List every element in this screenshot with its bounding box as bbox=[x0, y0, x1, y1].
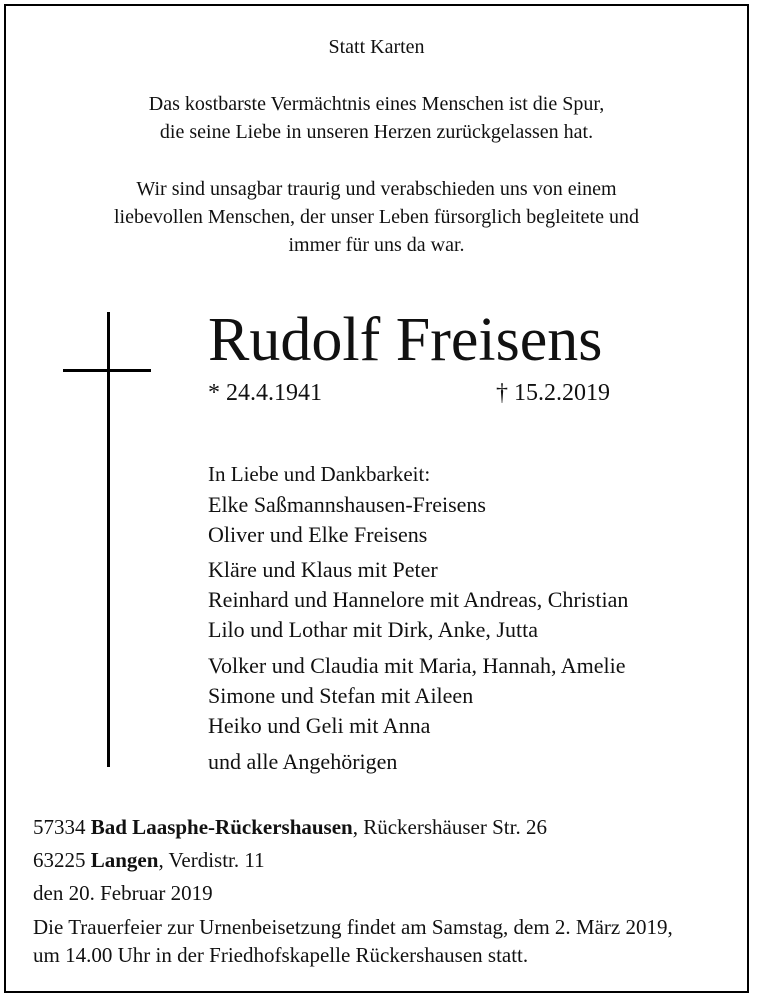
date-line: den 20. Februar 2019 bbox=[33, 881, 213, 905]
mourner-line: Reinhard und Hannelore mit Andreas, Christian bbox=[208, 587, 629, 612]
ceremony-line-2: um 14.00 Uhr in der Friedhofskapelle Rückershausen statt. bbox=[33, 943, 529, 967]
mourner-line: Heiko und Geli mit Anna bbox=[208, 713, 431, 738]
mourner-line: Kläre und Klaus mit Peter bbox=[208, 557, 438, 582]
address-line bbox=[33, 846, 265, 874]
quote-line-1: Das kostbarste Vermächtnis eines Menschen ist die Spur, bbox=[148, 93, 605, 115]
obituary-notice bbox=[4, 4, 749, 993]
mourner-line: Lilo und Lothar mit Dirk, Anke, Jutta bbox=[208, 617, 538, 642]
ceremony-line-1: Die Trauerfeier zur Urnenbeisetzung findet am Samstag, dem 2. März 2019, bbox=[33, 915, 673, 939]
statt-karten: Statt Karten bbox=[328, 36, 425, 58]
deceased-name: Rudolf Freisens bbox=[208, 306, 603, 374]
address-city: Langen bbox=[90, 848, 159, 872]
message-line-2: liebevollen Menschen, der unser Leben fürsorglich begleitete und bbox=[113, 206, 639, 228]
message-line-3: immer für uns da war. bbox=[288, 234, 465, 256]
cross-icon bbox=[107, 312, 110, 767]
mourner-line: Oliver und Elke Freisens bbox=[208, 522, 428, 547]
cross-icon-bar bbox=[63, 369, 151, 372]
message-line-1: Wir sind unsagbar traurig und verabschieden uns von einem bbox=[136, 178, 617, 200]
mourner-line: Elke Saßmannshausen-Freisens bbox=[208, 492, 486, 517]
mourners-intro: In Liebe und Dankbarkeit: bbox=[208, 462, 431, 486]
address-city: Bad Laasphe-Rückershausen bbox=[90, 815, 353, 839]
address-zip: 63225 bbox=[33, 848, 86, 872]
quote-line-2: die seine Liebe in unseren Herzen zurückgelassen hat. bbox=[159, 121, 594, 143]
death-date: † 15.2.2019 bbox=[496, 380, 610, 406]
mourner-line: und alle Angehörigen bbox=[208, 749, 398, 774]
address-zip: 57334 bbox=[33, 815, 86, 839]
address-line bbox=[33, 813, 547, 841]
birth-date: * 24.4.1941 bbox=[208, 380, 322, 406]
address-street: , Verdistr. 11 bbox=[158, 848, 265, 872]
address-street: , Rückershäuser Str. 26 bbox=[352, 815, 547, 839]
mourner-line: Simone und Stefan mit Aileen bbox=[208, 683, 474, 708]
mourner-line: Volker und Claudia mit Maria, Hannah, Amelie bbox=[208, 653, 626, 678]
